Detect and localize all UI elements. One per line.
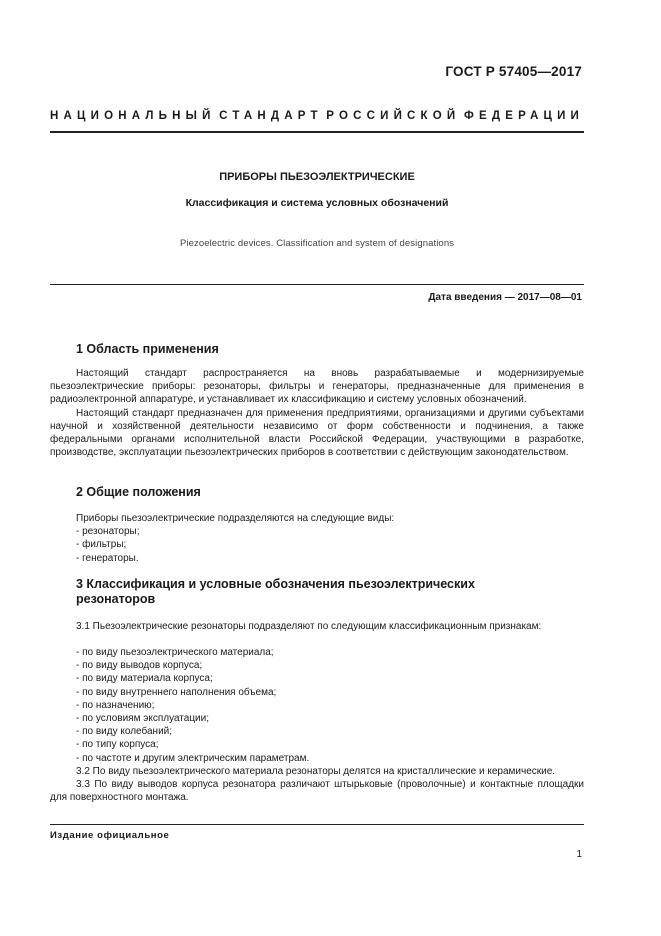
- top-rule: [50, 131, 584, 133]
- paragraph: 3.2 По виду пьезоэлектрического материала резонаторы делятся на кристаллические и керамические.: [76, 766, 556, 777]
- list-item: - по виду колебаний;: [76, 726, 173, 738]
- list-item: - фильтры;: [76, 539, 127, 551]
- list-item: - по виду выводов корпуса;: [76, 660, 203, 672]
- banner-word: СТАНДАРТ: [219, 110, 323, 122]
- clauses-3-2-3-3: [50, 765, 584, 805]
- english-title: Piezoelectric devices. Classification and system of designations: [179, 238, 455, 249]
- footer-rule: [50, 824, 584, 825]
- page-number: 1: [576, 849, 582, 860]
- introduction-date: Дата введения — 2017—08—01: [428, 292, 582, 303]
- list-item: - по назначению;: [76, 699, 155, 711]
- document-number: ГОСТ Р 57405—2017: [445, 64, 582, 79]
- clause-3-1: [50, 620, 584, 633]
- banner-word: РОССИЙСКОЙ: [326, 110, 461, 122]
- list-item: - по виду материала корпуса;: [76, 673, 213, 685]
- banner-word: НАЦИОНАЛЬНЫЙ: [50, 110, 216, 122]
- national-standard-banner: [50, 110, 584, 122]
- list-intro: Приборы пьезоэлектрические подразделяются на следующие виды:: [76, 513, 395, 524]
- document-subtitle: Классификация и система условных обозначений: [185, 197, 449, 209]
- list-item: - по виду пьезоэлектрического материала;: [76, 647, 274, 658]
- section-2-heading: 2 Общие положения: [76, 485, 201, 499]
- list-item: - резонаторы;: [76, 526, 140, 538]
- banner-word: ФЕДЕРАЦИИ: [463, 110, 584, 122]
- section-2-list: [76, 512, 576, 565]
- official-edition-label: Издание официальное: [50, 830, 170, 841]
- section-1-body: [50, 367, 584, 459]
- title-rule: [50, 284, 584, 285]
- list-item: - по типу корпуса;: [76, 739, 159, 751]
- paragraph: Настоящий стандарт предназначен для применения предприятиями, организациями и другими субъектами научной и хозяйственной деятельности независимо от форм собственности и подчинения, а также федеральными органами исполнительной власти Российской Федерации, участвующими в разработке, производстве, эксплуатации пьезоэлектрических приборов в соответствии с действующим законодательством.: [50, 407, 584, 459]
- paragraph: 3.3 По виду выводов корпуса резонатора различают штырьковые (проволочные) и контактные площадки для поверхностного монтажа.: [50, 779, 584, 804]
- list-item: - по условиям эксплуатации;: [76, 713, 210, 725]
- paragraph: Настоящий стандарт распространяется на вновь разрабатываемые и модернизируемые пьезоэлектрические приборы: резонаторы, фильтры и генераторы, предназначенные для применения в радиоэлектронной аппаратуре, и устанавливает их классификацию и систему условных обозначений.: [50, 368, 584, 406]
- list-item: - по частоте и другим электрическим параметрам.: [76, 752, 310, 764]
- section-3-list: [76, 646, 576, 765]
- document-title: ПРИБОРЫ ПЬЕЗОЭЛЕКТРИЧЕСКИЕ: [219, 171, 415, 183]
- section-3-heading: 3 Классификация и условные обозначения пьезоэлектрических резонаторов: [76, 577, 475, 606]
- section-1-heading: 1 Область применения: [76, 342, 219, 356]
- paragraph: 3.1 Пьезоэлектрические резонаторы подразделяют по следующим классификационным признакам:: [76, 621, 542, 632]
- list-item: - генераторы.: [76, 552, 139, 564]
- list-item: - по виду внутреннего наполнения объема;: [76, 686, 277, 698]
